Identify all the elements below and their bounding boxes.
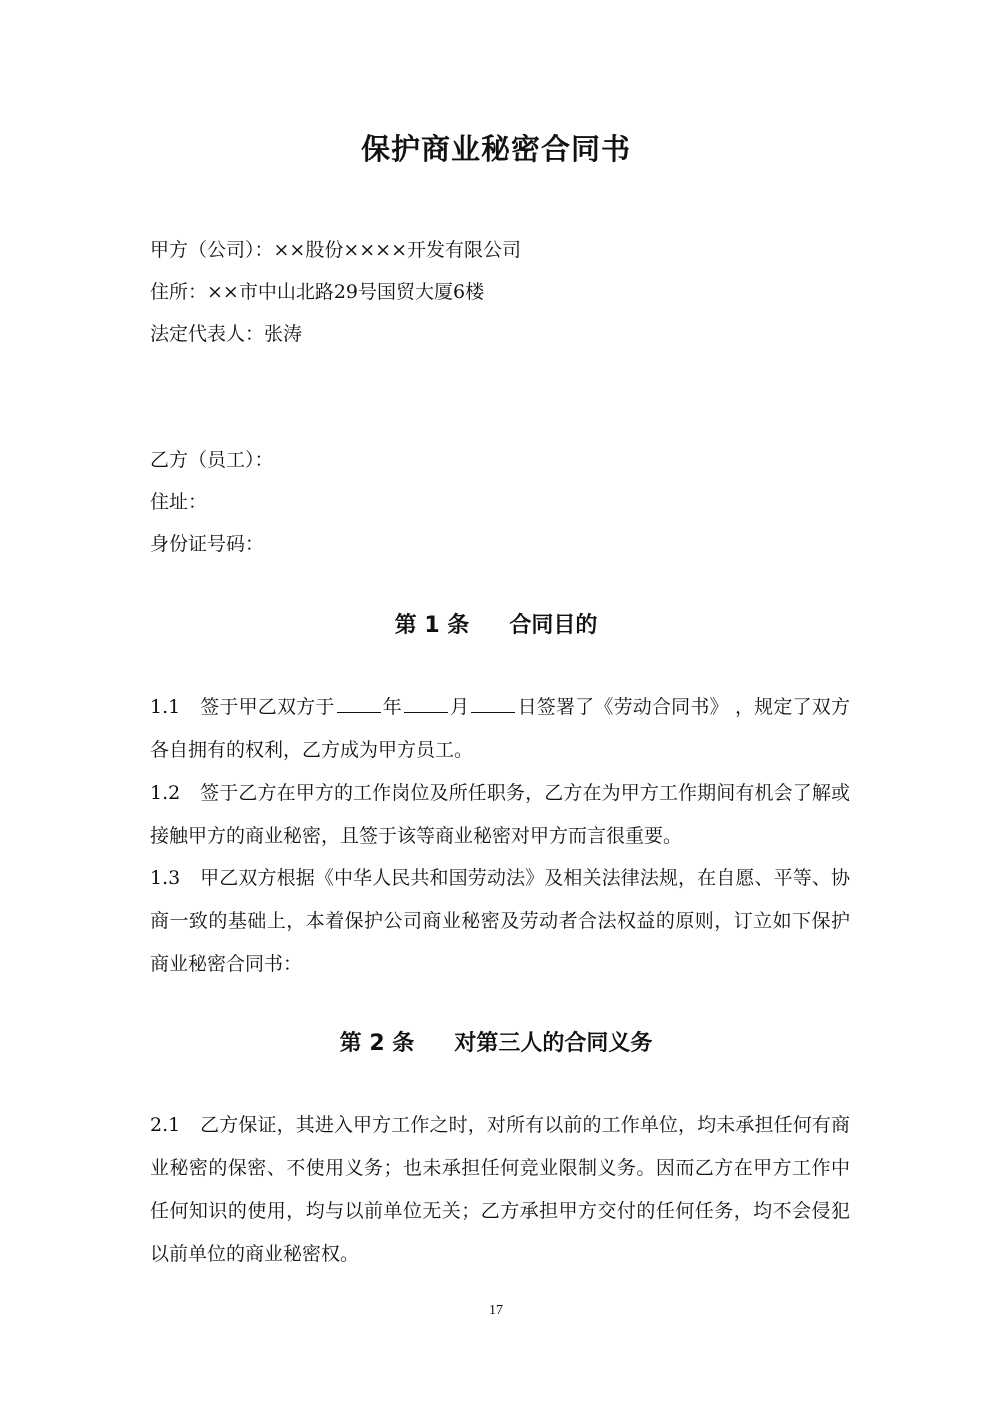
clause-text-part: 月	[449, 696, 470, 718]
clause-1-3	[150, 857, 850, 986]
section-2-number: 第 2 条	[339, 1031, 415, 1056]
party-b-name-line: 乙方（员工）：	[150, 449, 274, 471]
clause-number: 1.3	[150, 867, 181, 889]
clause-text-part: 签于甲乙双方于	[200, 696, 335, 718]
clause-1-1	[150, 686, 850, 772]
party-b-address-line: 住址：	[150, 491, 208, 513]
clause-text: 乙方保证，其进入甲方工作之时，对所有以前的工作单位，均未承担任何有商业秘密的保密、不使用义务；也未承担任何竞业限制义务。因而乙方在甲方工作中任何知识的使用，均与以前单位无关；乙方承担甲方交付的任何任务，均不会侵犯以前单位的商业秘密权。	[150, 1114, 850, 1265]
clause-text-part: 年	[382, 696, 402, 718]
clause-2-1	[150, 1104, 850, 1276]
party-a-name-line: 甲方（公司）：××股份××××开发有限公司	[150, 239, 522, 261]
clause-text: 签于乙方在甲方的工作岗位及所任职务，乙方在为甲方工作期间有机会了解或接触甲方的商业秘密，且签于该等商业秘密对甲方而言很重要。	[150, 782, 850, 847]
clause-1-2	[150, 772, 850, 858]
party-a-representative-line: 法定代表人：张涛	[150, 323, 303, 345]
section-1-title: 合同目的	[509, 613, 598, 638]
clause-number: 1.2	[150, 782, 181, 804]
document-title: 保护商业秘密合同书	[360, 132, 631, 166]
date-blank-month	[404, 694, 448, 713]
clause-number: 1.1	[150, 696, 181, 718]
section-2-title: 对第三人的合同义务	[454, 1031, 653, 1056]
party-b-id-line: 身份证号码：	[150, 533, 265, 555]
clause-number: 2.1	[150, 1114, 181, 1136]
clause-text: 甲乙双方根据《中华人民共和国劳动法》及相关法律法规，在自愿、平等、协商一致的基础上，本着保护公司商业秘密及劳动者合法权益的原则，订立如下保护商业秘密合同书：	[150, 867, 850, 975]
party-a-address-line: 住所：××市中山北路29号国贸大厦6楼	[150, 281, 485, 303]
section-2-heading	[0, 1026, 992, 1057]
clause-text-part: 日签署了《劳动合同书》 ，规定了双方各自拥有的权利，乙方成为甲方员工。	[150, 696, 850, 761]
section-1-heading	[0, 608, 992, 639]
date-blank-year	[337, 694, 381, 713]
page-number: 17	[489, 1303, 503, 1318]
section-1-number: 第 1 条	[394, 613, 470, 638]
date-blank-day	[471, 694, 515, 713]
